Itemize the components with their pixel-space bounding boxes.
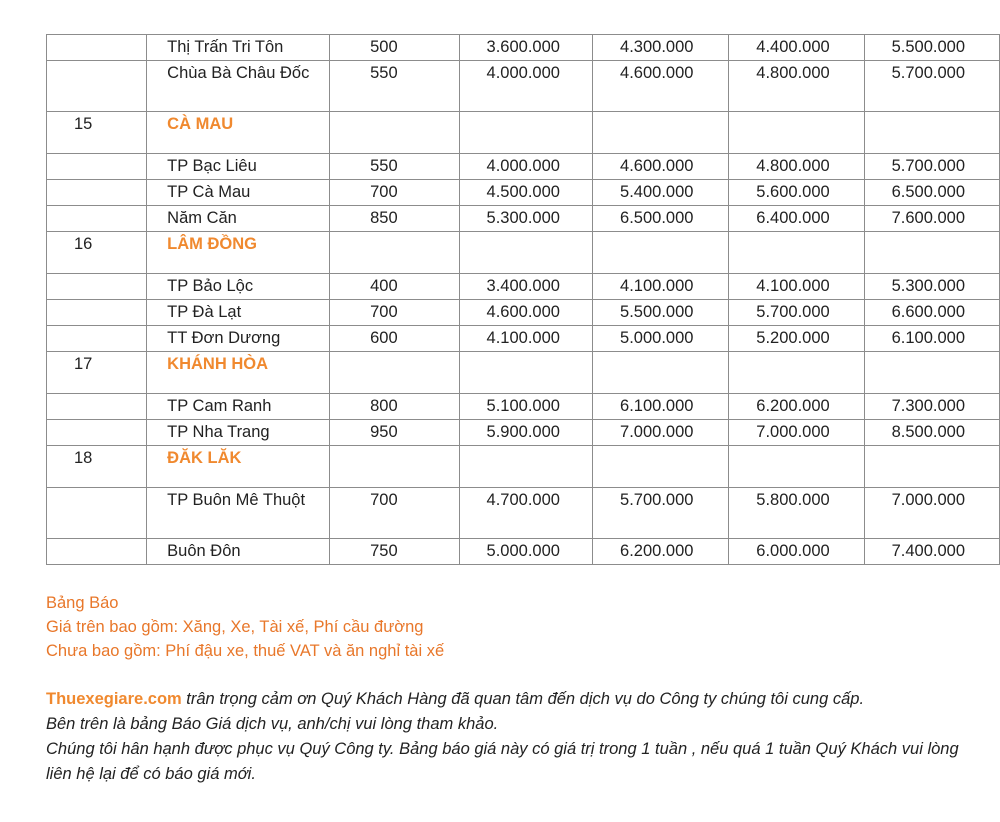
distance-km-cell: [330, 206, 459, 232]
destination-cell: [147, 394, 330, 420]
price-notes: [46, 591, 444, 663]
price-cell: [593, 35, 729, 61]
price-cell: [459, 446, 593, 488]
price-cell: [864, 539, 999, 565]
destination-text: Buôn Đôn: [167, 542, 241, 560]
price-text: 6.000.000: [756, 542, 830, 560]
table-row: [47, 326, 1000, 352]
table-row: [47, 394, 1000, 420]
price-text: 4.100.000: [486, 329, 560, 347]
price-cell: [459, 232, 593, 274]
price-cell: [459, 326, 593, 352]
price-text: 6.200.000: [756, 397, 830, 415]
price-cell: [729, 539, 864, 565]
table-row: [47, 539, 1000, 565]
destination-cell: [147, 300, 330, 326]
price-text: 4.300.000: [620, 38, 694, 56]
price-cell: [729, 352, 864, 394]
price-cell: [459, 488, 593, 539]
price-cell: [864, 154, 999, 180]
price-cell: [459, 112, 593, 154]
price-table: [46, 34, 1000, 565]
province-row: [47, 232, 1000, 274]
price-table-body: [47, 35, 1000, 565]
price-cell: [729, 394, 864, 420]
price-cell: [459, 61, 593, 112]
distance-km-cell: [330, 180, 459, 206]
price-cell: [864, 180, 999, 206]
destination-text: TP Buôn Mê Thuột: [167, 491, 306, 509]
row-number-text: 15: [74, 115, 93, 133]
row-number-cell: [47, 420, 147, 446]
province-name-text: KHÁNH HÒA: [167, 355, 269, 373]
price-cell: [593, 539, 729, 565]
price-cell: [593, 232, 729, 274]
row-number-cell: [47, 274, 147, 300]
destination-text: TP Bảo Lộc: [167, 277, 254, 295]
row-number-cell: [47, 446, 147, 488]
distance-km-text: 500: [370, 38, 398, 56]
price-cell: [864, 446, 999, 488]
price-text: 4.800.000: [756, 64, 830, 82]
province-name-cell: [147, 112, 330, 154]
price-cell: [593, 352, 729, 394]
row-number-text: 16: [74, 235, 93, 253]
destination-cell: [147, 539, 330, 565]
distance-km-cell: [330, 300, 459, 326]
price-cell: [729, 232, 864, 274]
price-text: 4.400.000: [756, 38, 830, 56]
destination-cell: [147, 326, 330, 352]
distance-km-cell: [330, 539, 459, 565]
destination-text: Năm Căn: [167, 209, 237, 227]
price-cell: [593, 274, 729, 300]
province-row: [47, 446, 1000, 488]
price-text: 6.500.000: [891, 183, 966, 201]
distance-km-text: 850: [370, 209, 398, 227]
price-text: 5.500.000: [891, 38, 966, 56]
price-cell: [593, 206, 729, 232]
distance-km-cell: [330, 154, 459, 180]
distance-km-cell: [330, 326, 459, 352]
row-number-cell: [47, 326, 147, 352]
distance-km-text: 550: [370, 157, 398, 175]
price-text: 5.300.000: [891, 277, 966, 295]
price-cell: [459, 154, 593, 180]
distance-km-text: 950: [370, 423, 398, 441]
price-cell: [729, 446, 864, 488]
province-name-cell: [147, 232, 330, 274]
distance-km-cell: [330, 352, 459, 394]
price-text: 3.400.000: [486, 277, 560, 295]
price-text: 6.500.000: [620, 209, 694, 227]
province-row: [47, 352, 1000, 394]
price-cell: [864, 206, 999, 232]
price-text: 6.400.000: [756, 209, 830, 227]
distance-km-text: 400: [370, 277, 398, 295]
price-cell: [459, 352, 593, 394]
row-number-cell: [47, 206, 147, 232]
thank-you-message: [46, 687, 976, 787]
price-text: 7.000.000: [891, 491, 966, 509]
price-text: 8.500.000: [891, 423, 966, 441]
price-cell: [729, 180, 864, 206]
province-name-cell: [147, 352, 330, 394]
price-cell: [864, 274, 999, 300]
price-cell: [593, 154, 729, 180]
price-cell: [593, 180, 729, 206]
price-cell: [729, 420, 864, 446]
price-text: 5.800.000: [756, 491, 830, 509]
price-cell: [864, 300, 999, 326]
distance-km-cell: [330, 394, 459, 420]
province-name-text: ĐĂK LĂK: [167, 449, 242, 467]
destination-text: TP Cam Ranh: [167, 397, 272, 415]
price-cell: [729, 35, 864, 61]
destination-text: TP Nha Trang: [167, 423, 270, 441]
destination-cell: [147, 488, 330, 539]
price-cell: [593, 112, 729, 154]
distance-km-cell: [330, 232, 459, 274]
price-text: 4.100.000: [756, 277, 830, 295]
price-text: 7.400.000: [891, 542, 966, 560]
price-text: 6.200.000: [620, 542, 694, 560]
price-cell: [864, 420, 999, 446]
price-text: 4.000.000: [486, 157, 560, 175]
price-text: 5.700.000: [891, 157, 966, 175]
distance-km-cell: [330, 61, 459, 112]
distance-km-cell: [330, 112, 459, 154]
price-cell: [459, 420, 593, 446]
price-cell: [864, 488, 999, 539]
price-cell: [459, 300, 593, 326]
destination-text: Chùa Bà Châu Đốc: [167, 64, 310, 82]
distance-km-text: 700: [370, 303, 398, 321]
price-text: 5.900.000: [486, 423, 560, 441]
price-cell: [864, 35, 999, 61]
destination-text: TP Bạc Liêu: [167, 157, 257, 175]
price-text: 4.600.000: [620, 64, 694, 82]
province-name-cell: [147, 446, 330, 488]
row-number-text: 17: [74, 355, 93, 373]
price-cell: [459, 35, 593, 61]
price-cell: [729, 112, 864, 154]
price-text: 5.200.000: [756, 329, 830, 347]
price-cell: [729, 488, 864, 539]
price-text: 5.500.000: [620, 303, 694, 321]
row-number-cell: [47, 394, 147, 420]
price-cell: [729, 154, 864, 180]
price-cell: [593, 61, 729, 112]
row-number-cell: [47, 300, 147, 326]
price-cell: [729, 61, 864, 112]
price-text: 7.300.000: [891, 397, 966, 415]
destination-cell: [147, 180, 330, 206]
notes-title: Bảng Báo: [46, 594, 119, 612]
price-text: 5.700.000: [620, 491, 694, 509]
destination-cell: [147, 206, 330, 232]
price-text: 5.700.000: [891, 64, 966, 82]
price-text: 6.600.000: [891, 303, 966, 321]
table-row: [47, 61, 1000, 112]
distance-km-cell: [330, 35, 459, 61]
price-cell: [459, 394, 593, 420]
price-cell: [593, 394, 729, 420]
destination-cell: [147, 274, 330, 300]
table-row: [47, 300, 1000, 326]
distance-km-text: 700: [370, 183, 398, 201]
price-cell: [729, 300, 864, 326]
price-text: 5.600.000: [756, 183, 830, 201]
row-number-cell: [47, 154, 147, 180]
price-cell: [864, 352, 999, 394]
price-text: 5.700.000: [756, 303, 830, 321]
price-cell: [864, 61, 999, 112]
price-text: 7.600.000: [891, 209, 966, 227]
price-cell: [729, 274, 864, 300]
table-row: [47, 154, 1000, 180]
price-text: 4.100.000: [620, 277, 694, 295]
price-cell: [459, 180, 593, 206]
row-number-cell: [47, 232, 147, 274]
row-number-cell: [47, 35, 147, 61]
thanks-line1: trân trọng cảm ơn Quý Khách Hàng đã quan tâm đến dịch vụ do Công ty chúng tôi cung cấp.: [181, 690, 865, 708]
price-text: 6.100.000: [620, 397, 694, 415]
price-text: 4.000.000: [486, 64, 560, 82]
price-text: 5.100.000: [486, 397, 560, 415]
price-text: 6.100.000: [891, 329, 966, 347]
table-row: [47, 35, 1000, 61]
province-name-text: CÀ MAU: [167, 115, 234, 133]
price-cell: [593, 326, 729, 352]
province-name-text: LÂM ĐỒNG: [167, 235, 257, 253]
destination-text: Thị Trấn Tri Tôn: [167, 38, 284, 56]
price-text: 5.000.000: [620, 329, 694, 347]
province-row: [47, 112, 1000, 154]
price-text: 5.300.000: [486, 209, 560, 227]
distance-km-cell: [330, 420, 459, 446]
distance-km-text: 750: [370, 542, 398, 560]
price-text: 7.000.000: [756, 423, 830, 441]
destination-cell: [147, 61, 330, 112]
price-text: 4.800.000: [756, 157, 830, 175]
table-row: [47, 488, 1000, 539]
distance-km-text: 550: [370, 64, 398, 82]
destination-cell: [147, 154, 330, 180]
price-cell: [593, 300, 729, 326]
row-number-cell: [47, 539, 147, 565]
price-cell: [864, 326, 999, 352]
price-cell: [593, 446, 729, 488]
row-number-cell: [47, 61, 147, 112]
notes-excluded: Chưa bao gồm: Phí đậu xe, thuế VAT và ăn nghỉ tài xế: [46, 642, 445, 660]
distance-km-text: 700: [370, 491, 398, 509]
distance-km-text: 600: [370, 329, 398, 347]
distance-km-text: 800: [370, 397, 398, 415]
destination-cell: [147, 35, 330, 61]
destination-text: TP Cà Mau: [167, 183, 251, 201]
row-number-cell: [47, 488, 147, 539]
destination-cell: [147, 420, 330, 446]
distance-km-cell: [330, 274, 459, 300]
price-text: 5.400.000: [620, 183, 694, 201]
distance-km-cell: [330, 446, 459, 488]
distance-km-cell: [330, 488, 459, 539]
price-cell: [593, 488, 729, 539]
destination-text: TP Đà Lạt: [167, 303, 242, 321]
price-text: 4.500.000: [486, 183, 560, 201]
price-text: 7.000.000: [620, 423, 694, 441]
table-row: [47, 420, 1000, 446]
price-text: 3.600.000: [486, 38, 560, 56]
price-cell: [729, 206, 864, 232]
price-cell: [593, 420, 729, 446]
price-cell: [459, 206, 593, 232]
table-row: [47, 274, 1000, 300]
price-cell: [459, 274, 593, 300]
price-cell: [864, 232, 999, 274]
price-text: 4.600.000: [486, 303, 560, 321]
thanks-line2: Bên trên là bảng Báo Giá dịch vụ, anh/chị vui lòng tham khảo.: [46, 715, 499, 733]
price-text: 5.000.000: [486, 542, 560, 560]
price-cell: [729, 326, 864, 352]
price-cell: [864, 112, 999, 154]
destination-text: TT Đơn Dương: [167, 329, 281, 347]
row-number-cell: [47, 112, 147, 154]
price-text: 4.700.000: [486, 491, 560, 509]
table-row: [47, 180, 1000, 206]
price-text: 4.600.000: [620, 157, 694, 175]
row-number-cell: [47, 352, 147, 394]
thanks-line3: Chúng tôi hân hạnh được phục vụ Quý Công ty. Bảng báo giá này có giá trị trong 1 tuần , nếu quá 1 tuần Quý Khách vui lòng liên hệ lại để có báo giá mới.: [46, 740, 959, 783]
table-row: [47, 206, 1000, 232]
notes-included: Giá trên bao gồm: Xăng, Xe, Tài xế, Phí cầu đường: [46, 618, 424, 636]
price-cell: [864, 394, 999, 420]
row-number-cell: [47, 180, 147, 206]
row-number-text: 18: [74, 449, 93, 467]
brand-name: Thuexegiare.com: [46, 690, 182, 708]
price-cell: [459, 539, 593, 565]
